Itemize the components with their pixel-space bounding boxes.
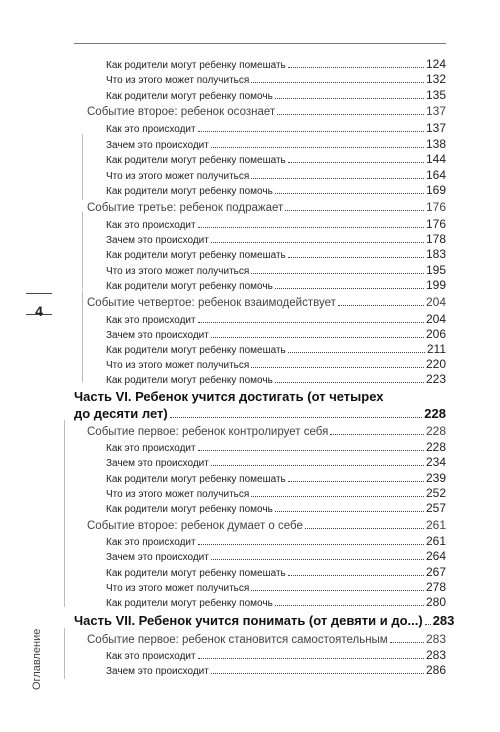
toc-entry-title: Как это происходит — [106, 443, 196, 454]
toc-page-number: 132 — [425, 72, 446, 86]
dot-leader — [251, 82, 424, 83]
toc-entry-title: Зачем это происходит — [106, 235, 209, 246]
dot-leader — [425, 624, 431, 625]
toc-page-number: 283 — [432, 613, 455, 628]
toc-part[interactable] — [74, 407, 446, 421]
toc-page-number: 228 — [424, 406, 446, 421]
dot-leader — [275, 511, 424, 512]
toc-page-number: 283 — [425, 632, 446, 646]
toc-page-number: 137 — [425, 121, 446, 135]
toc-subsection[interactable] — [106, 648, 446, 662]
dot-leader — [251, 496, 424, 497]
dot-leader — [211, 242, 424, 243]
toc-page-number: 228 — [425, 424, 446, 438]
dot-leader — [211, 465, 424, 466]
toc-entry-title: Как родители могут ребенку помочь — [106, 598, 273, 609]
toc-page-number: 164 — [425, 168, 446, 182]
toc-entry-title: Событие первое: ребенок контролирует себя — [87, 426, 329, 438]
toc-subsection[interactable] — [106, 663, 446, 677]
toc-page-number: 261 — [425, 518, 446, 532]
dot-leader — [288, 575, 424, 576]
toc-subsection[interactable] — [106, 501, 446, 515]
toc-part[interactable] — [74, 613, 455, 628]
toc-entry-title: Что из этого может получиться — [106, 489, 250, 500]
toc-subsection[interactable] — [106, 312, 446, 326]
toc-subsection[interactable] — [106, 595, 446, 609]
group-rule — [64, 628, 65, 679]
group-rule — [82, 134, 83, 200]
toc-entry-title: Зачем это происходит — [106, 330, 209, 341]
toc-subsection[interactable] — [106, 72, 446, 86]
toc-page-number: 199 — [425, 278, 446, 292]
toc-entry-title: Часть VII. Ребенок учится понимать (от девяти и до...) — [74, 613, 423, 628]
toc-entry-title: Как родители могут ребенку помочь — [106, 281, 273, 292]
toc-entry-title: Как родители могут ребенку помочь — [106, 504, 273, 515]
toc-entry-title: Событие второе: ребенок осознает — [87, 106, 276, 118]
toc-entry-title: Как это происходит — [106, 124, 196, 135]
dot-leader — [330, 434, 424, 435]
toc-page-number: 204 — [425, 295, 446, 309]
toc-event[interactable] — [87, 424, 446, 438]
toc-page-number: 204 — [425, 312, 446, 326]
toc-subsection[interactable] — [106, 232, 446, 246]
toc-page-number: 280 — [425, 595, 446, 609]
toc-entry-title: Как родители могут ребенку помочь — [106, 375, 273, 386]
toc-event[interactable] — [87, 295, 446, 309]
toc-entry-title: до десяти лет) — [74, 406, 168, 421]
toc-page-number: 138 — [425, 137, 446, 151]
toc-page-number: 176 — [425, 217, 446, 231]
toc-page-number: 178 — [425, 232, 446, 246]
toc-entry-title: Событие третье: ребенок подражает — [87, 202, 284, 214]
toc-event[interactable] — [87, 200, 446, 214]
toc-page-number: 223 — [425, 372, 446, 386]
dot-leader — [390, 642, 424, 643]
toc-entry-title: Зачем это происходит — [106, 552, 209, 563]
toc-entry-title: Как родители могут ребенку помочь — [106, 186, 273, 197]
dot-leader — [275, 193, 424, 194]
toc-entry-title: Что из этого может получиться — [106, 266, 250, 277]
toc-subsection[interactable] — [106, 183, 446, 197]
toc-subsection[interactable] — [106, 88, 446, 102]
dot-leader — [211, 147, 424, 148]
toc-page-number: 144 — [425, 152, 446, 166]
toc-page-number: 267 — [425, 565, 446, 579]
toc-page-number: 252 — [425, 486, 446, 500]
dot-leader — [251, 178, 424, 179]
page-number-block — [26, 293, 52, 319]
toc-page-number: 195 — [425, 263, 446, 277]
dot-leader — [251, 273, 424, 274]
toc-subsection[interactable] — [106, 152, 446, 166]
dot-leader — [288, 162, 424, 163]
toc-subsection[interactable] — [106, 57, 446, 71]
toc-page-number: 228 — [425, 440, 446, 454]
toc-subsection[interactable] — [106, 278, 446, 292]
toc-entry-title: Как это происходит — [106, 537, 196, 548]
toc-entry-title: Как родители могут ребенку помешать — [106, 345, 286, 356]
toc-entry-title: Как родители могут ребенку помешать — [106, 474, 286, 485]
running-title: Оглавление — [31, 628, 43, 690]
dot-leader — [288, 257, 424, 258]
toc-entry-title: Как это происходит — [106, 651, 196, 662]
toc-subsection[interactable] — [106, 357, 446, 371]
dot-leader — [338, 305, 424, 306]
toc-page-number: 264 — [425, 549, 446, 563]
toc-entry-title: Что из этого может получиться — [106, 583, 250, 594]
toc-page-number: 220 — [425, 357, 446, 371]
toc-subsection[interactable] — [106, 580, 446, 594]
toc-subsection[interactable] — [106, 327, 446, 341]
toc-subsection[interactable] — [106, 440, 446, 454]
dot-leader — [211, 337, 424, 338]
toc-page-number: 278 — [425, 580, 446, 594]
toc-subsection[interactable] — [106, 263, 446, 277]
toc-entry-title: Что из этого может получиться — [106, 75, 250, 86]
toc-event[interactable] — [87, 518, 446, 532]
toc-page-number: 286 — [425, 663, 446, 677]
toc-subsection[interactable] — [106, 168, 446, 182]
toc-entry-title: Событие второе: ребенок думает о себе — [87, 520, 303, 532]
group-rule — [64, 512, 65, 607]
toc-page-number: 183 — [425, 247, 446, 261]
group-rule — [82, 290, 83, 382]
toc-entry-title: Как это происходит — [106, 220, 196, 231]
toc-page-number: 283 — [425, 648, 446, 662]
toc-page-number: 261 — [425, 534, 446, 548]
toc-page-number: 176 — [425, 200, 446, 214]
dot-leader — [198, 227, 424, 228]
toc-subsection[interactable] — [106, 534, 446, 548]
toc-entry-title: Зачем это происходит — [106, 666, 209, 677]
dot-leader — [251, 367, 424, 368]
toc-entry-title: Как родители могут ребенку помешать — [106, 568, 286, 579]
toc-event[interactable] — [87, 104, 446, 118]
toc-page-number: 124 — [425, 57, 446, 71]
toc-entry-title: Что из этого может получиться — [106, 360, 250, 371]
page-number: 4 — [35, 303, 43, 319]
dot-leader — [285, 210, 424, 211]
dot-leader — [198, 658, 424, 659]
dot-leader — [198, 544, 424, 545]
toc-page-number: 135 — [425, 88, 446, 102]
dot-leader — [277, 114, 424, 115]
toc-subsection[interactable] — [106, 247, 446, 261]
toc-page-number: 211 — [426, 342, 446, 356]
toc-subsection[interactable] — [106, 565, 446, 579]
toc-entry-title: Событие первое: ребенок становится самостоятельным — [87, 634, 388, 646]
toc-entry-title: Событие четвертое: ребенок взаимодействует — [87, 297, 336, 309]
group-rule — [64, 420, 65, 512]
toc-entry-title: Как это происходит — [106, 315, 196, 326]
dot-leader — [211, 559, 424, 560]
toc-page-number: 239 — [425, 471, 446, 485]
toc-entry-title: Как родители могут ребенку помешать — [106, 60, 286, 71]
toc-page-number: 234 — [425, 455, 446, 469]
dot-leader — [275, 288, 424, 289]
toc-subsection[interactable] — [106, 121, 446, 135]
dot-leader — [211, 673, 424, 674]
page-number-rule-top — [26, 293, 52, 294]
toc-entry-title: Зачем это происходит — [106, 140, 209, 151]
toc-subsection[interactable] — [106, 455, 446, 469]
toc-event[interactable] — [87, 632, 446, 646]
toc-entry-title: Как родители могут ребенку помешать — [106, 250, 286, 261]
toc-entry-title: Как родители могут ребенку помочь — [106, 91, 273, 102]
toc-entry-title: Зачем это происходит — [106, 458, 209, 469]
dot-leader — [275, 605, 424, 606]
toc-page-number: 206 — [425, 327, 446, 341]
group-rule — [82, 212, 83, 289]
dot-leader — [275, 98, 424, 99]
toc-subsection[interactable] — [106, 372, 446, 386]
dot-leader — [251, 590, 424, 591]
toc-entry-title: Как родители могут ребенку помешать — [106, 155, 286, 166]
toc-subsection[interactable] — [106, 486, 446, 500]
toc-subsection[interactable] — [106, 137, 446, 151]
dot-leader — [288, 352, 425, 353]
toc-page-number: 137 — [425, 104, 446, 118]
toc-page-number: 257 — [425, 501, 446, 515]
dot-leader — [198, 131, 424, 132]
toc-part-title-line1: Часть VI. Ребенок учится достигать (от четырех — [74, 389, 384, 404]
dot-leader — [198, 450, 424, 451]
dot-leader — [288, 481, 424, 482]
toc-page-number: 169 — [425, 183, 446, 197]
header-rule — [74, 43, 446, 44]
dot-leader — [275, 382, 424, 383]
dot-leader — [198, 322, 424, 323]
toc-subsection[interactable] — [106, 471, 446, 485]
dot-leader — [305, 528, 424, 529]
toc-subsection[interactable] — [106, 217, 446, 231]
toc-subsection[interactable] — [106, 342, 446, 356]
dot-leader — [288, 67, 424, 68]
toc-entry-title: Что из этого может получиться — [106, 171, 250, 182]
dot-leader — [170, 417, 423, 418]
toc-subsection[interactable] — [106, 549, 446, 563]
